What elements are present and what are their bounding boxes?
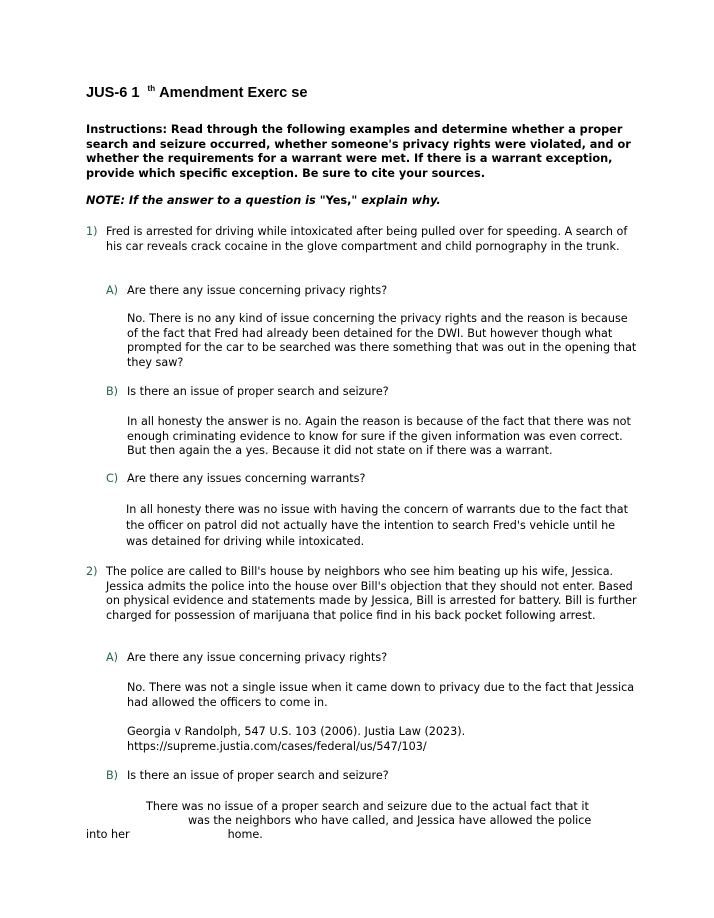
question-2a-label: A) [106, 651, 119, 664]
question-1b-label: B) [106, 385, 119, 398]
question-2 [86, 565, 646, 623]
answer-2b-line-1: There was no issue of a proper search and seizure due to the actual fact that it [146, 800, 589, 813]
question-1b [106, 385, 636, 400]
citation-2a: Georgia v Randolph, 547 U.S. 103 (2006). Justia Law (2023). https://supreme.justia.com/cases/federal/us/547/103/ [127, 725, 466, 753]
note-paragraph [86, 194, 441, 209]
question-2b-text: Is there an issue of proper search and seizure? [127, 769, 389, 782]
question-2a [106, 651, 636, 666]
question-1c-text: Are there any issues concerning warrants? [127, 472, 366, 485]
answer-2b-line-3b: home. [227, 828, 263, 841]
answer-2b-line-3 [86, 828, 263, 843]
question-1c-label: C) [106, 472, 119, 485]
note-quoted: "Yes," [319, 194, 358, 207]
title-prefix: JUS-6 1 [86, 85, 140, 101]
question-2b [106, 769, 636, 784]
question-1-number: 1) [86, 225, 98, 238]
answer-2a: No. There was not a single issue when it came down to privacy due to the fact that Jessica had allowed the officers to come in. [127, 681, 635, 709]
question-1a [106, 284, 636, 299]
answer-2b-line-3a: into her [86, 828, 130, 841]
title-suffix: Amendment Exerc se [159, 85, 308, 101]
question-2a-text: Are there any issue concerning privacy rights? [127, 651, 388, 664]
question-2-text: The police are called to Bill's house by neighbors who see him beating up his wife, Jessica. Jessica admits the police into the house over Bill's objection that they should not enter. Based on physical evidence and statements made by Jessica, Bill is arrested for battery. Bill is further charged for possession of marijuana that police find in his back pocket following arrest. [106, 565, 637, 622]
instructions-paragraph: Instructions: Read through the following examples and determine whether a proper search and seizure occurred, whether someone's privacy rights were violated, and or whether the requirements for a warrant were met. If there is a warrant exception, provide which specific exception. Be sure to cite your sources. [86, 123, 631, 180]
answer-2b-line-2: was the neighbors who have called, and Jessica have allowed the police [188, 814, 592, 827]
page-title [86, 82, 308, 101]
answer-1c: In all honesty there was no issue with having the concern of warrants due to the fact that the officer on patrol did not actually have the intention to search Fred's vehicle until he was detained for driving while intoxicated. [126, 503, 629, 548]
answer-1a: No. There is no any kind of issue concerning the privacy rights and the reason is because of the fact that Fred had already been detained for the DWI. But however though what prompted for the car to be searched was there something that was out in the opening that they saw? [127, 312, 637, 369]
question-1a-text: Are there any issue concerning privacy rights? [127, 284, 388, 297]
question-1a-label: A) [106, 284, 119, 297]
title-superscript: th [147, 84, 156, 93]
note-before: NOTE: If the answer to a question is [86, 194, 320, 207]
question-1b-text: Is there an issue of proper search and seizure? [127, 385, 389, 398]
question-2-number: 2) [86, 565, 98, 578]
question-1c [106, 472, 636, 487]
question-1-text: Fred is arrested for driving while intoxicated after being pulled over for speeding. A search of his car reveals crack cocaine in the glove compartment and child pornography in the trunk. [106, 225, 628, 253]
answer-1b: In all honesty the answer is no. Again the reason is because of the fact that there was not enough criminating evidence to know for sure if the given information was even correct. But then again the a yes. Because it did not state on if there was a warrant. [127, 415, 631, 458]
note-after: explain why. [357, 194, 441, 207]
question-2b-label: B) [106, 769, 119, 782]
question-1 [86, 225, 646, 254]
